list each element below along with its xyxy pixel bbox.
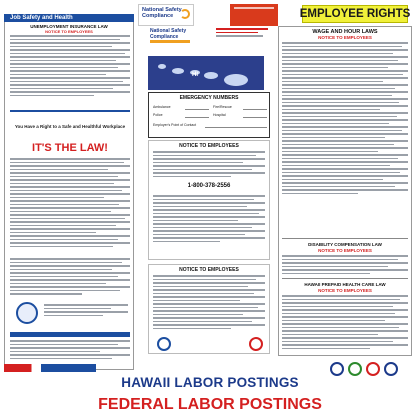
red-notice-box — [230, 4, 278, 26]
hawaii-map — [148, 56, 264, 90]
seal-icon — [330, 362, 344, 376]
notice-to-employees-box: NOTICE TO EMPLOYEES 1-800-378-2556 — [148, 140, 270, 260]
seal-icon — [249, 337, 263, 351]
middle-brand-name: National Safety Compliance — [150, 28, 187, 40]
flag-strip — [4, 364, 96, 372]
federal-labor-postings-banner — [24, 396, 396, 414]
hawaii-labor-postings-banner — [100, 374, 320, 390]
labor-poster — [2, 2, 414, 414]
osha-seal-icon — [16, 302, 38, 324]
hawaii-banner-text: HAWAII LABOR POSTINGS — [121, 375, 299, 390]
disability-text-block — [282, 255, 408, 276]
wage-hour-title: WAGE AND HOUR LAWS — [312, 29, 378, 35]
seal-icon — [366, 362, 380, 376]
wage-text-block — [282, 42, 408, 196]
left-text-block-5 — [10, 340, 130, 361]
brand-swoosh-icon — [180, 9, 190, 19]
left-text-block-4 — [44, 304, 128, 318]
seal-icon — [157, 337, 171, 351]
emergency-row: Ambulance — [153, 105, 171, 109]
rights-heading: You Have a Right to a Safe and Healthful Workplace — [14, 124, 126, 129]
emergency-row: Hospital — [213, 113, 226, 117]
disability-title: DISABILITY COMPENSATION LAW — [308, 242, 382, 247]
map-state-label: HI — [192, 72, 198, 78]
bottom-notice-title: NOTICE TO EMPLOYEES — [179, 267, 239, 273]
emergency-row: Employer's Point of Contact — [153, 123, 197, 127]
unemployment-sub: NOTICE TO EMPLOYEES — [45, 29, 93, 34]
notice-title: NOTICE TO EMPLOYEES — [179, 143, 239, 149]
left-divider — [10, 110, 130, 112]
emergency-row: Fire/Rescue — [213, 105, 232, 109]
left-footer-band — [10, 332, 130, 337]
left-text-block-3 — [10, 258, 130, 297]
left-text-block-1 — [10, 35, 130, 98]
seal-icon — [348, 362, 362, 376]
left-text-block-2 — [10, 158, 130, 249]
brand-logo — [138, 4, 194, 26]
disability-sub: NOTICE TO EMPLOYEES — [318, 248, 372, 253]
emergency-row: Police — [153, 113, 163, 117]
federal-banner-text: FEDERAL LABOR POSTINGS — [98, 396, 322, 413]
health-care-text-block — [282, 295, 408, 351]
seal-icon — [384, 362, 398, 376]
brand-name: National Safety Compliance — [142, 7, 182, 19]
middle-header-text — [216, 28, 268, 39]
emergency-title: EMERGENCY NUMBERS — [179, 95, 239, 101]
wage-hour-sub: NOTICE TO EMPLOYEES — [318, 35, 372, 40]
its-the-law-banner: IT'S THE LAW! — [32, 142, 108, 154]
unemployment-title: UNEMPLOYMENT INSURANCE LAW — [30, 24, 108, 29]
health-care-title: HAWAII PREPAID HEALTH CARE LAW — [304, 282, 386, 287]
employee-rights-banner — [299, 5, 411, 23]
emergency-numbers-box — [148, 92, 270, 138]
employee-rights-text: EMPLOYEE RIGHTS — [299, 8, 411, 20]
middle-brand-logo — [150, 26, 210, 48]
job-safety-header: Job Safety and Health — [4, 14, 134, 22]
notice-to-employees-box-2 — [148, 264, 270, 354]
health-care-sub: NOTICE TO EMPLOYEES — [318, 288, 372, 293]
